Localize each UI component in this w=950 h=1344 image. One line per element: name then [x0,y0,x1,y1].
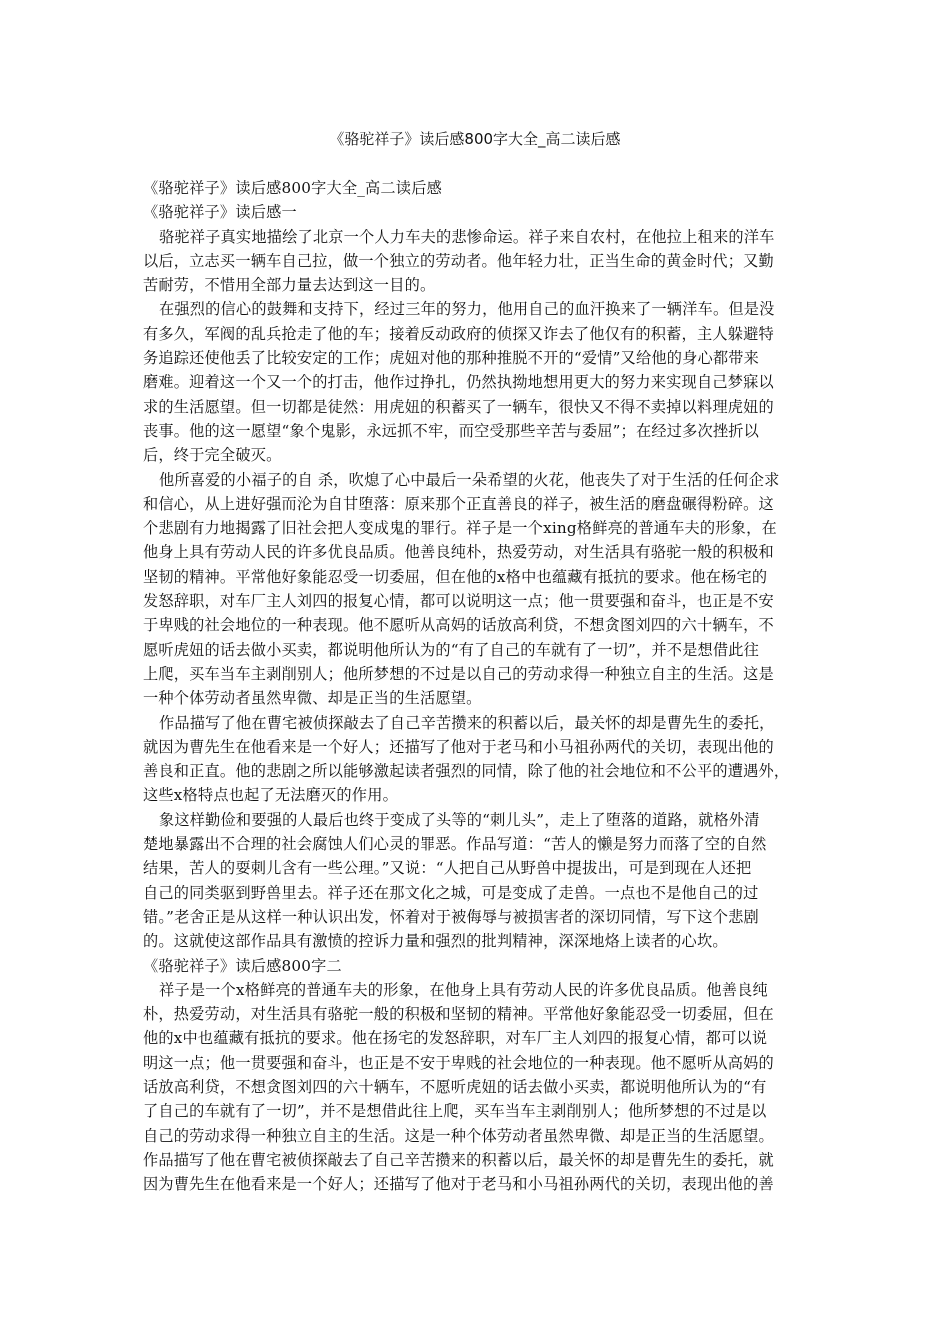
text-line: 善良和正直。他的悲剧之所以能够激起读者强烈的同情，除了他的社会地位和不公平的遭遇外， [143,762,790,781]
text-line: 后，终于完全破灭。 [143,446,282,465]
text-line: 丧事。他的这一愿望“象个鬼影，永远抓不牢，而空受那些辛苦与委屈”；在经过多次挫折以 [143,421,760,440]
text-line: 发怒辞职，对车厂主人刘四的报复心情，都可以说明这一点；他一贯要强和奋斗，也正是不安 [143,592,774,611]
text-line: 《骆驼祥子》读后感800字大全_高二读后感 [143,179,442,197]
text-line: 明这一点；他一贯要强和奋斗，也正是不安于卑贱的社会地位的一种表现。他不愿听从高妈的 [143,1053,774,1072]
text-line: 求的生活愿望。但一切都是徒然：用虎妞的积蓄买了一辆车，很快又不得不卖掉以料理虎妞的 [143,397,774,416]
text-line: 象这样勤俭和要强的人最后也终于变成了头等的“刺儿头”，走上了堕落的道路，就格外清 [159,810,760,829]
text-line: 苦耐劳，不惜用全部力量去达到这一目的。 [143,276,436,295]
text-line: 骆驼祥子真实地描绘了北京一个人力车夫的悲惨命运。祥子来自农村，在他拉上租来的洋车 [159,227,775,246]
text-line: 个悲剧有力地揭露了旧社会把人变成鬼的罪行。祥子是一个xing格鲜亮的普通车夫的形象，在 [143,519,777,538]
text-line: 务追踪还使他丢了比较安定的工作；虎妞对他的那种推脱不开的“爱情”又给他的身心都带来 [143,349,760,368]
text-line: 一种个体劳动者虽然卑微、却是正当的生活愿望。 [143,689,482,708]
text-line: 《骆驼祥子》读后感800字二 [143,956,342,975]
text-line: 祥子是一个x格鲜亮的普通车夫的形象，在他身上具有劳动人民的许多优良品质。他善良纯 [159,980,768,999]
text-line: 以后，立志买一辆车自己拉，做一个独立的劳动者。他年轻力壮，正当生命的黄金时代；又勤 [143,251,774,270]
text-line: 话放高利贷，不想贪图刘四的六十辆车，不愿听虎妞的话去做小买卖，都说明他所认为的“有 [143,1077,767,1096]
text-line: 于卑贱的社会地位的一种表现。他不愿听从高妈的话放高利贷，不想贪图刘四的六十辆车，不 [143,616,774,635]
text-line: 磨难。迎着这一个又一个的打击，他作过挣扎，仍然执拗地想用更大的努力来实现自己梦寐以 [143,373,774,392]
text-line: 就因为曹先生在他看来是一个好人；还描写了他对于老马和小马祖孙两代的关切，表现出他的 [143,737,774,756]
text-line: 上爬，买车当车主剥削别人；他所梦想的不过是以自己的劳动求得一种独立自主的生活。这是 [143,664,774,683]
text-line: 这些x格特点也起了无法磨灭的作用。 [143,786,398,805]
text-line: 自己的同类驱到野兽里去。祥子还在那文化之城，可是变成了走兽。一点也不是他自己的过 [143,883,759,902]
text-line: 坚韧的精神。平常他好象能忍受一切委屈，但在他的x格中也蕴藏有抵抗的要求。他在杨宅的 [143,567,768,586]
text-line: 错。”老舍正是从这样一种认识出发，怀着对于被侮辱与被损害者的深切同情，写下这个悲剧 [143,907,759,926]
text-line: 自己的劳动求得一种独立自主的生活。这是一种个体劳动者虽然卑微、却是正当的生活愿望。 [143,1126,774,1145]
text-line: 愿听虎妞的话去做小买卖，都说明他所认为的“有了自己的车就有了一切”，并不是想借此往 [143,640,760,659]
text-line: 的。这就使这部作品具有激愤的控诉力量和强烈的批判精神，深深地烙上读者的心坎。 [143,932,728,951]
text-line: 在强烈的信心的鼓舞和支持下，经过三年的努力，他用自己的血汗换来了一辆洋车。但是没 [159,300,775,319]
text-line: 《骆驼祥子》读后感一 [143,203,297,222]
text-line: 了自己的车就有了一切”，并不是想借此往上爬，买车当车主剥削别人；他所梦想的不过是以 [143,1102,767,1121]
text-line: 因为曹先生在他看来是一个好人；还描写了他对于老马和小马祖孙两代的关切，表现出他的善 [143,1175,774,1194]
text-line: 他所喜爱的小福子的自 杀，吹熄了心中最后一朵希望的火花，他丧失了对于生活的任何企求 [159,470,780,489]
text-line: 他身上具有劳动人民的许多优良品质。他善良纯朴，热爱劳动，对生活具有骆驼一般的积极和 [143,543,774,562]
text-line: 和信心，从上进好强而沦为自甘堕落：原来那个正直善良的祥子，被生活的磨盘碾得粉碎。这 [143,494,774,513]
text-line: 作品描写了他在曹宅被侦探敲去了自己辛苦攒来的积蓄以后，最关怀的却是曹先生的委托， [159,713,775,732]
text-line: 作品描写了他在曹宅被侦探敲去了自己辛苦攒来的积蓄以后，最关怀的却是曹先生的委托，就 [143,1150,774,1169]
text-line: 朴，热爱劳动，对生活具有骆驼一般的积极和坚韧的精神。平常他好象能忍受一切委屈，但在 [143,1005,774,1024]
text-line: 他的x中也蕴藏有抵抗的要求。他在扬宅的发怒辞职，对车厂主人刘四的报复心情，都可以说 [143,1029,768,1048]
text-line: 楚地暴露出不合理的社会腐蚀人们心灵的罪恶。作品写道：“苦人的懒是努力而落了空的自然 [143,835,767,854]
document-title: 《骆驼祥子》读后感800字大全_高二读后感 [329,130,621,148]
document-body [143,176,809,1196]
text-line: 结果，苦人的耍刺儿含有一些公理。”又说：“人把自己从野兽中提拔出，可是到现在人还把 [143,859,752,878]
text-line: 有多久，军阀的乱兵抢走了他的车；接着反动政府的侦探又诈去了他仅有的积蓄，主人躲避特 [143,324,774,343]
